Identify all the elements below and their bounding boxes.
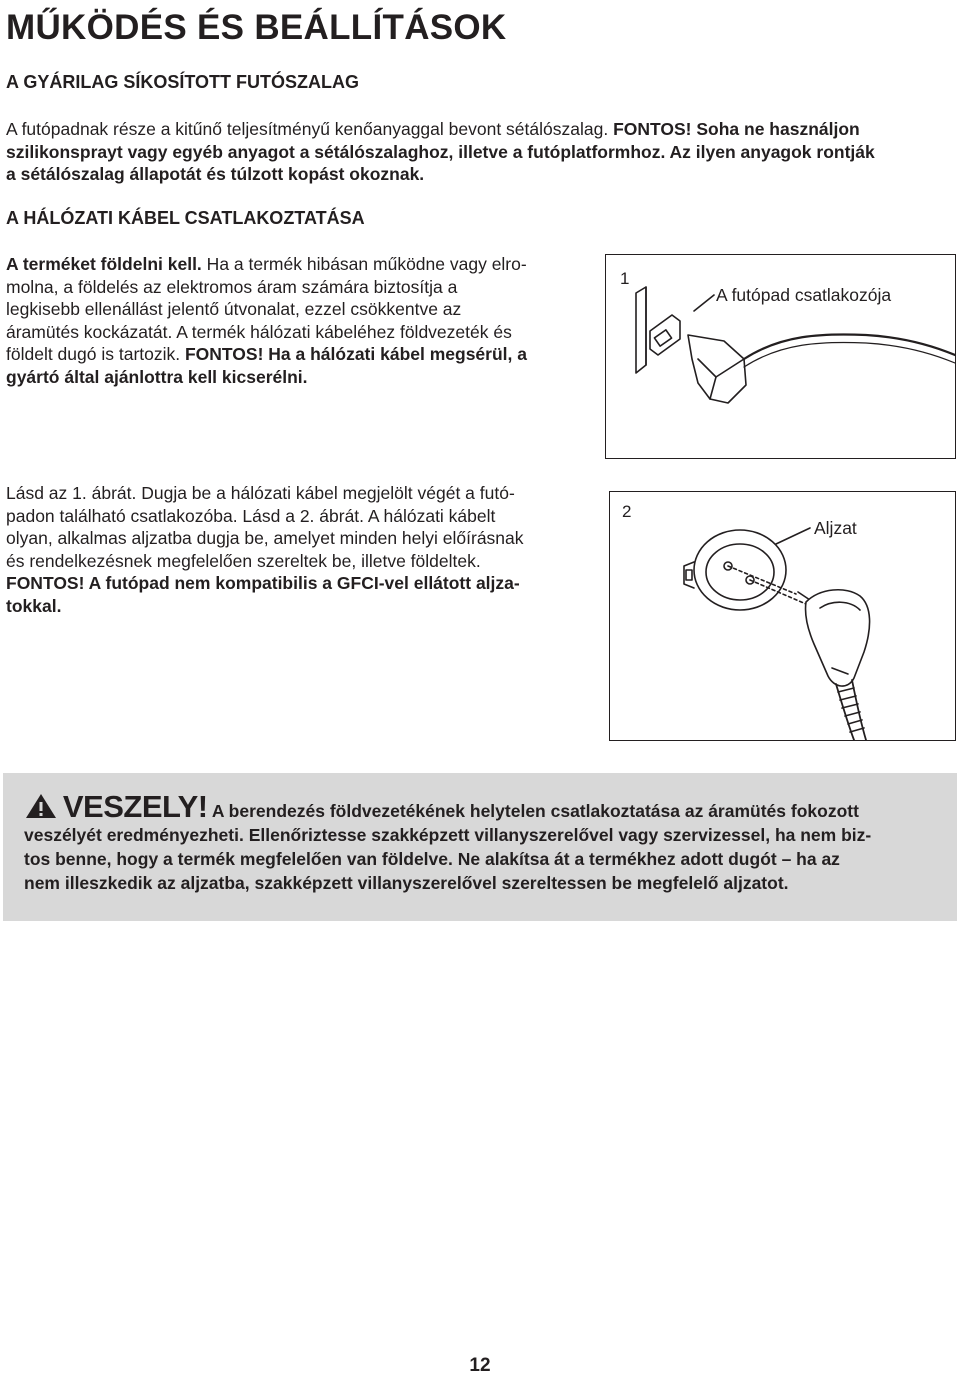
important-run: FONTOS! Soha ne használjon (613, 119, 860, 139)
text-run: A terméket földelni kell. (6, 254, 202, 274)
text-line: padon található csatlakozóba. Lásd a 2. ábrát. A hálózati kábelt (6, 505, 496, 526)
text-line: legkisebb ellenállást jelentő útvonalat, ezzel csökkentve az (6, 299, 462, 319)
text-line: olyan, alkalmas aljzatba dugja be, amelyet minden helyi előírásnak (6, 528, 524, 548)
wall-outlet-illustration-icon (610, 492, 955, 740)
warning-triangle-icon (24, 792, 58, 820)
text-run: A berendezés földvezetékének helytelen csatlakoztatása az áramütés fokozott (207, 801, 859, 821)
section-power-cord-text (6, 253, 576, 388)
text-line: molna, a földelés az elektromos áram számára biztosítja a (6, 276, 458, 297)
danger-warning-text (24, 789, 939, 895)
text-line: nem illeszkedik az aljzatba, szakképzett villanyszerelővel szereltessen be megfelelő aljzatot. (24, 873, 789, 893)
figure-label: A futópad csatlakozója (716, 285, 892, 305)
text-line: a sétálószalag állapotát és túlzott kopást okoznak. (6, 164, 425, 184)
text-run: Ha a termék hibásan működne vagy elro- (201, 254, 527, 274)
page-title: MŰKÖDÉS ÉS BEÁLLÍTÁSOK (6, 8, 507, 47)
section-heading-power-cord: A HÁLÓZATI KÁBEL CSATLAKOZTATÁSA (6, 208, 365, 228)
figure-number: 1 (620, 269, 630, 288)
section-heading-treadmill-belt: A GYÁRILAG SÍKOSÍTOTT FUTÓSZALAG (6, 72, 359, 92)
text-line: és rendelkezésnek megfelelően szereltek be, illetve földeltek. (6, 550, 481, 571)
text-line: szilikonsprayt vagy egyéb anyagot a sétálószalaghoz, illetve a futóplatformhoz. Az ilyen anyagok rontják (6, 141, 875, 162)
text-run: földelt dugó is tartozik. (6, 344, 185, 364)
text-line: veszélyét eredményezheti. Ellenőriztesse szakképzett villanyszerelővel vagy szervizessel, ha nem biz- (24, 825, 872, 845)
text-line: tokkal. (6, 595, 62, 616)
text-line: gyártó által ajánlottra kell kicserélni. (6, 366, 308, 387)
power-connector-illustration-icon (606, 255, 955, 458)
page-number: 12 (469, 1355, 491, 1376)
figure-1-treadmill-connector (605, 254, 956, 459)
important-run: FONTOS! Ha a hálózati kábel megsérül, a (184, 344, 527, 364)
danger-word: VESZELY! (62, 789, 208, 824)
text-line: Lásd az 1. ábrát. Dugja be a hálózati kábel megjelölt végét a futó- (6, 483, 515, 503)
section-outlet-text (6, 482, 576, 617)
section-treadmill-belt-text (6, 118, 951, 186)
figure-number: 2 (622, 502, 632, 521)
text-line: tos benne, hogy a termék megfelelően van földelve. Ne alakítsa át a termékhez adott dugót – ha az (24, 849, 840, 869)
text-line: FONTOS! A futópad nem kompatibilis a GFCI-vel ellátott aljza- (6, 573, 520, 593)
figure-label: Aljzat (814, 518, 857, 538)
figure-2-wall-outlet (609, 491, 956, 741)
text-run: A futópadnak része a kitűnő teljesítményű kenőanyaggal bevont sétálószalag. (6, 119, 614, 139)
text-line: áramütés kockázatát. A termék hálózati kábeléhez földvezeték és (6, 321, 512, 342)
